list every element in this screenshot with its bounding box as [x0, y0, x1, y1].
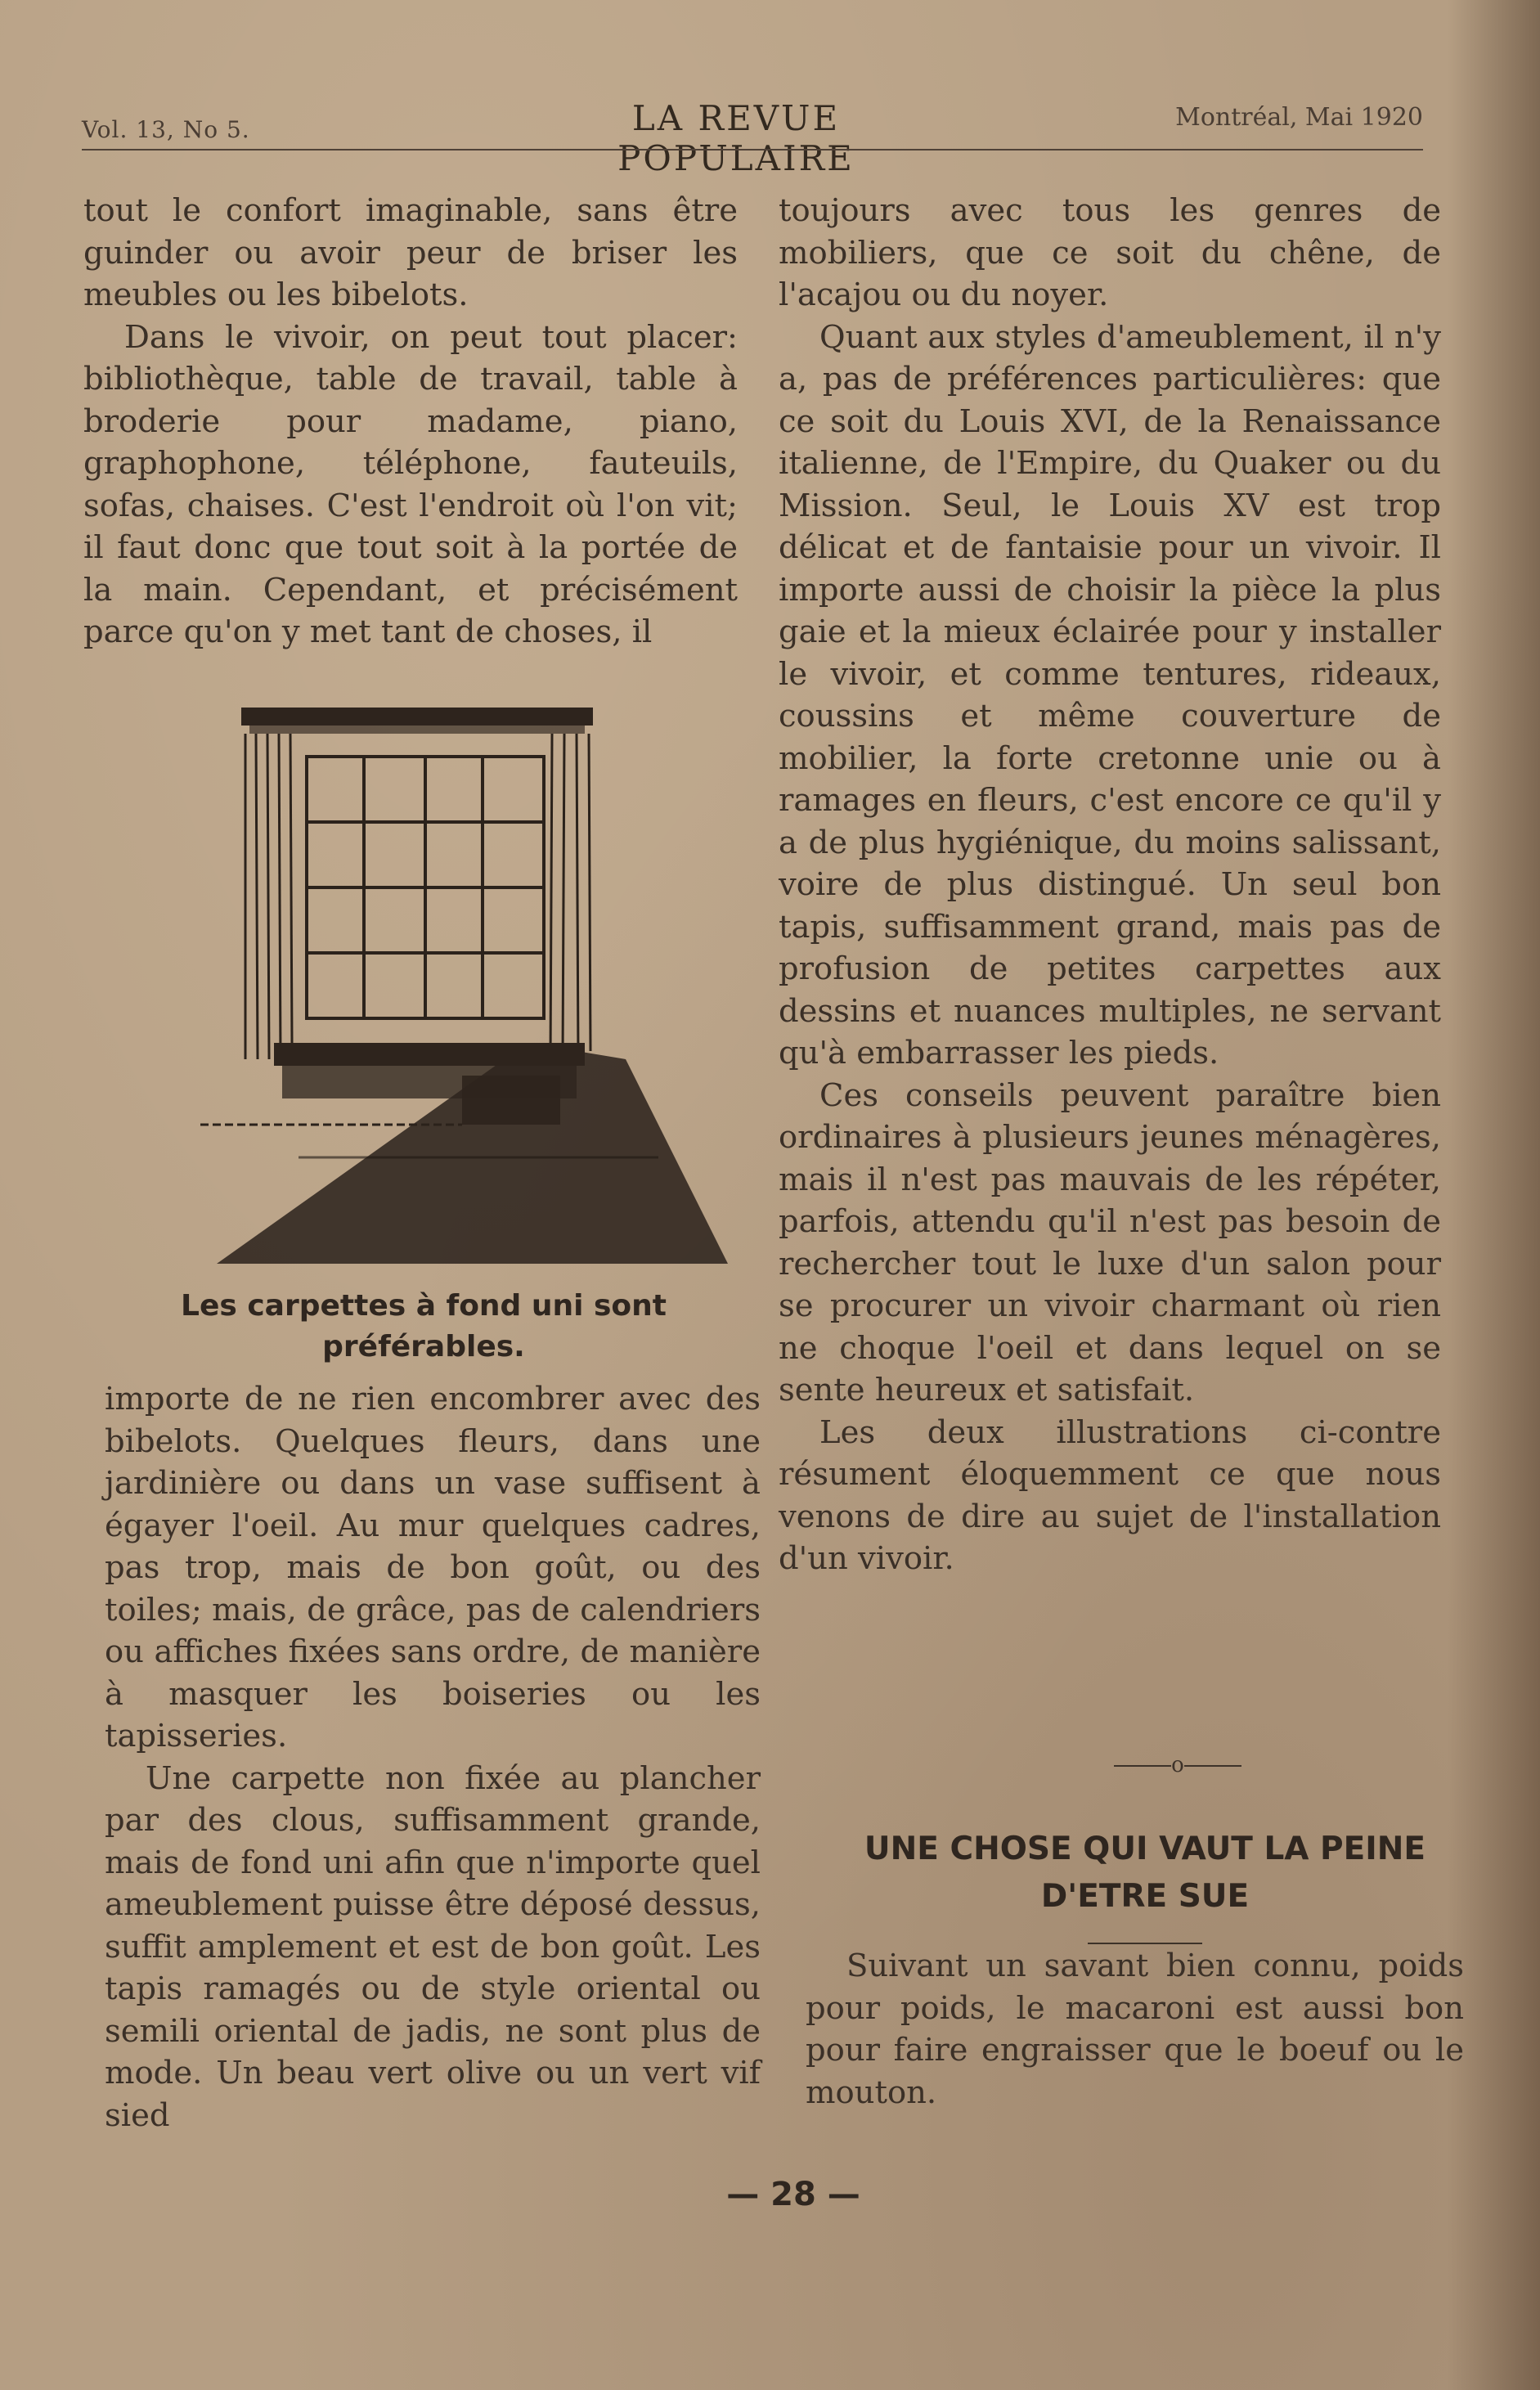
curtain-left: [245, 734, 292, 1059]
page-header: [82, 98, 1423, 178]
paragraph: Quant aux styles d'ameublement, il n'y a, pas de préférences particulières: que ce soit du Louis XVI, de la Renaissance italienne, de l'Empire, du Quaker ou du Mission. Seul, le Louis XV est trop délicat et de fantaisie pour un vivoir. Il importe aussi de choisir la pièce la plus gaie et la mieux éclairée pour y installer le vivoir, et comme tentures, rideaux, coussins et même couverture de mobilier, la forte cretonne unie ou à ramages en fleurs, c'est encore ce qu'il y a de plus hygiénique, du moins salissant, voire de plus distingué. Un seul bon tapis, suffisamment grand, mais pas de profusion de petites carpettes aux dessins et nuances multiples, ne servant qu'à embarrasser les pieds.: [779, 318, 1441, 1071]
column-1-bottom: [105, 1378, 761, 2136]
page-number: — 28 —: [726, 2176, 860, 2213]
window-seat: [274, 1043, 585, 1125]
separator-mark: o: [1171, 1753, 1184, 1777]
curtain-right: [550, 734, 590, 1059]
paragraph: tout le confort imaginable, sans être guinder ou avoir peur de briser les meubles ou les bibelots.: [83, 192, 738, 313]
window-frame: [307, 757, 544, 1018]
paragraph: Dans le vivoir, on peut tout placer: bibliothèque, table de travail, table à broderie pour madame, piano, graphophone, téléphone, fauteuils, sofas, chaises. C'est l'endroit où l'on vit; il faut donc que tout soit à la portée de la main. Cependant, et précisément parce qu'on y met tant de choses, il: [83, 318, 738, 650]
section-separator: [1071, 1753, 1284, 1777]
place-date: Montréal, Mai 1920: [1175, 103, 1423, 132]
header-rule: [82, 149, 1423, 150]
title-rule: [1088, 1943, 1202, 1944]
magazine-title: LA REVUE POPULAIRE: [617, 98, 855, 178]
section-body: [806, 1945, 1464, 2114]
volume-number: Vol. 13, No 5.: [82, 116, 250, 143]
living-room-illustration: [200, 699, 728, 1264]
illustration-caption: Les carpettes à fond uni sont préférables.: [181, 1289, 667, 1363]
paragraph: Une carpette non fixée au plancher par des clous, suffisamment grande, mais de fond uni afin que n'importe quel ameublement puisse être déposé dessus, suffit amplement et est de bon goût. Les tapis ramagés ou de style oriental ou semili oriental de jadis, ne sont plus de mode. Un beau vert olive ou un vert vif sied: [105, 1759, 761, 2134]
paragraph: Les deux illustrations ci-contre résument éloquemment ce que nous venons de dire au sujet de l'installation d'un vivoir.: [779, 1413, 1441, 1577]
column-1-top: [83, 190, 738, 654]
paragraph: toujours avec tous les genres de mobiliers, que ce soit du chêne, de l'acajou ou du noyer.: [779, 192, 1441, 313]
paragraph: Ces conseils peuvent paraître bien ordinaires à plusieurs jeunes ménagères, mais il n'est pas mauvais de les répéter, parfois, attendu qu'il n'est pas besoin de rechercher tout le luxe d'un salon pour se procurer un vivoir charmant où rien ne choque l'oeil et dans lequel on se sente heureux et satisfait.: [779, 1076, 1441, 1408]
section-title: UNE CHOSE QUI VAUT LA PEINE D'ETRE SUE: [864, 1831, 1426, 1915]
paragraph: importe de ne rien encombrer avec des bibelots. Quelques fleurs, dans une jardinière ou dans un vase suffisent à égayer l'oeil. Au mur quelques cadres, pas trop, mais de bon goût, ou des toiles; mais, de grâce, pas de calendriers ou affiches fixées sans ordre, de manière à masquer les boiseries ou les tapisseries.: [105, 1381, 761, 1754]
column-2: [779, 190, 1441, 1580]
paragraph: Suivant un savant bien connu, poids pour poids, le macaroni est aussi bon pour faire engraisser que le boeuf ou le mouton.: [806, 1947, 1464, 2111]
